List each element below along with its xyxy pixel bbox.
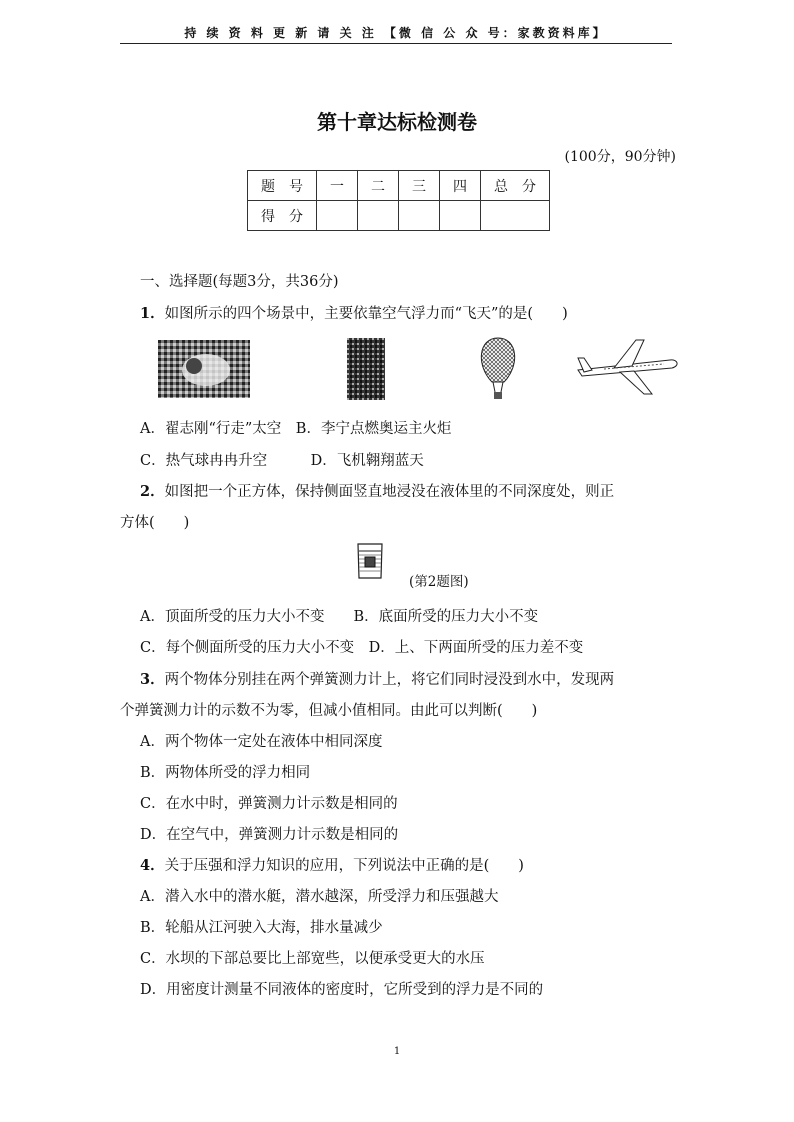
score-time-info: (100分，90分钟) xyxy=(564,149,676,165)
section-heading-1: 一、选择题(每题3分，共36分) xyxy=(140,274,339,290)
question-3-continued: 个弹簧测力计的示数不为零，但减小值相同。由此可以判断( ) xyxy=(120,703,538,719)
score-table-header-row xyxy=(248,171,550,201)
question-2 xyxy=(140,480,614,501)
score-blank xyxy=(440,201,481,231)
q3-option-a: A．两个物体一定处在液体中相同深度 xyxy=(140,734,383,750)
score-table xyxy=(247,170,550,231)
question-text: 如图所示的四个场景中，主要依靠空气浮力而“飞天”的是( ) xyxy=(164,306,568,322)
q4-option-a: A．潜入水中的潜水艇，潜水越深，所受浮力和压强越大 xyxy=(140,889,499,905)
score-blank xyxy=(317,201,358,231)
q4-option-d: D．用密度计测量不同液体的密度时，它所受到的浮力是不同的 xyxy=(140,982,544,998)
question-3 xyxy=(140,668,614,689)
hot-air-balloon-icon xyxy=(474,336,522,402)
q2-options-row-1: A．顶面所受的压力大小不变 B．底面所受的压力大小不变 xyxy=(140,609,539,625)
question-number: 1． xyxy=(140,305,165,322)
page-header: 持 续 资 料 更 新 请 关 注 【微 信 公 众 号：家教资料库】 xyxy=(184,26,608,40)
score-cell-1: 一 xyxy=(317,171,358,201)
score-cell-label: 题 号 xyxy=(248,171,317,201)
question-2-continued: 方体( ) xyxy=(120,515,190,531)
score-cell-total: 总 分 xyxy=(481,171,550,201)
question-number: 2． xyxy=(140,483,165,500)
torch-lighting-photo xyxy=(347,338,385,400)
q1-options-row-1: A．翟志刚“行走”太空 B．李宁点燃奥运主火炬 xyxy=(140,421,452,437)
score-row-label: 得 分 xyxy=(248,201,317,231)
question-text: 如图把一个正方体，保持侧面竖直地浸没在液体里的不同深度处，则正 xyxy=(164,484,615,500)
page-number: 1 xyxy=(393,1046,401,1057)
q3-option-b: B．两物体所受的浮力相同 xyxy=(140,765,311,781)
score-cell-2: 二 xyxy=(358,171,399,201)
astronaut-photo xyxy=(158,340,250,398)
score-table-score-row xyxy=(248,201,550,231)
q2-options-row-2: C．每个侧面所受的压力大小不变 D．上、下两面所受的压力差不变 xyxy=(140,640,584,656)
score-cell-4: 四 xyxy=(440,171,481,201)
question-4 xyxy=(140,854,524,875)
question-number: 3． xyxy=(140,671,165,688)
q4-option-b: B．轮船从江河驶入大海，排水量减少 xyxy=(140,920,383,936)
score-cell-3: 三 xyxy=(399,171,440,201)
q3-option-c: C．在水中时，弹簧测力计示数是相同的 xyxy=(140,796,398,812)
q3-option-d: D．在空气中，弹簧测力计示数是相同的 xyxy=(140,827,399,843)
question-text: 关于压强和浮力知识的应用，下列说法中正确的是( ) xyxy=(164,858,524,874)
q1-options-row-2: C．热气球冉冉升空 D．飞机翱翔蓝天 xyxy=(140,453,424,469)
airplane-icon xyxy=(574,336,682,398)
page-title: 第十章达标检测卷 xyxy=(317,110,477,134)
question-text: 两个物体分别挂在两个弹簧测力计上，将它们同时浸没到水中，发现两 xyxy=(164,672,615,688)
beaker-with-cube-icon xyxy=(355,541,385,581)
header-divider xyxy=(120,43,672,44)
figure-2-caption: (第2题图) xyxy=(409,574,469,590)
score-blank xyxy=(481,201,550,231)
score-blank xyxy=(358,201,399,231)
question-1 xyxy=(140,302,568,323)
q4-option-c: C．水坝的下部总要比上部宽些，以便承受更大的水压 xyxy=(140,951,485,967)
score-blank xyxy=(399,201,440,231)
question-number: 4． xyxy=(140,857,165,874)
